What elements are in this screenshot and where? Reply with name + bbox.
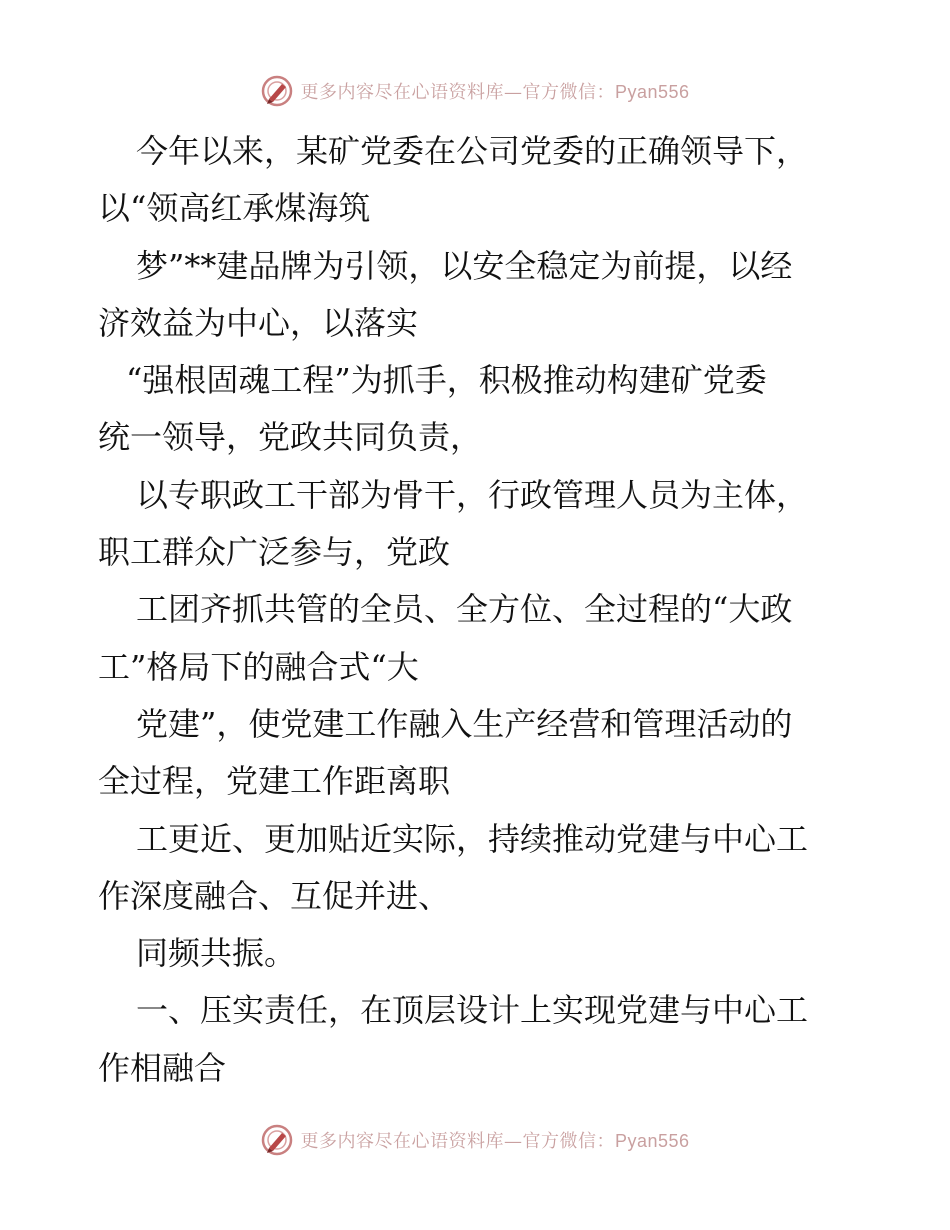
text-line: 统一领导，党政共同负责， [98, 418, 483, 457]
watermark-text: 更多内容尽在心语资料库—官方微信：Pyan556 [300, 1131, 690, 1152]
paragraph [98, 238, 858, 353]
paragraph [98, 581, 858, 696]
paragraph [98, 925, 858, 982]
text-line: 作相融合 [98, 1048, 227, 1087]
footer-watermark [0, 1120, 950, 1160]
text-line: 济效益为中心，以落实 [98, 303, 419, 342]
text-line: 党建”，使党建工作融入生产经营和管理活动的 [136, 704, 793, 743]
header-watermark [0, 71, 950, 111]
text-line: 今年以来，某矿党委在公司党委的正确领导下， [136, 132, 809, 170]
pen-logo-icon [260, 1123, 294, 1157]
pen-logo-icon [260, 74, 294, 108]
paragraph [98, 352, 858, 467]
watermark-text: 更多内容尽在心语资料库—官方微信：Pyan556 [300, 82, 690, 103]
paragraph [98, 696, 858, 811]
text-line: “强根固魂工程”为抓手，积极推动构建矿党委 [126, 361, 767, 400]
text-line: 一、压实责任，在顶层设计上实现党建与中心工 [136, 991, 809, 1030]
paragraph [98, 123, 858, 238]
document-body [98, 123, 858, 1097]
paragraph [98, 811, 858, 926]
text-line: 工团齐抓共管的全员、全方位、全过程的“大政 [136, 590, 793, 629]
text-line: 作深度融合、互促并进、 [98, 876, 451, 915]
text-line: 梦”**建品牌为引领，以安全稳定为前提，以经 [136, 246, 793, 285]
text-line: 工更近、更加贴近实际，持续推动党建与中心工 [136, 819, 809, 858]
text-line: 同频共振。 [136, 934, 297, 973]
text-line: 以“领高红承煤海筑 [98, 189, 371, 228]
paragraph [98, 467, 858, 582]
text-line: 工”格局下的融合式“大 [98, 647, 419, 686]
text-line: 全过程，党建工作距离职 [98, 762, 451, 801]
text-line: 以专职政工干部为骨干，行政管理人员为主体， [136, 475, 809, 514]
text-line: 职工群众广泛参与，党政 [98, 533, 451, 572]
section-heading [98, 982, 858, 1097]
